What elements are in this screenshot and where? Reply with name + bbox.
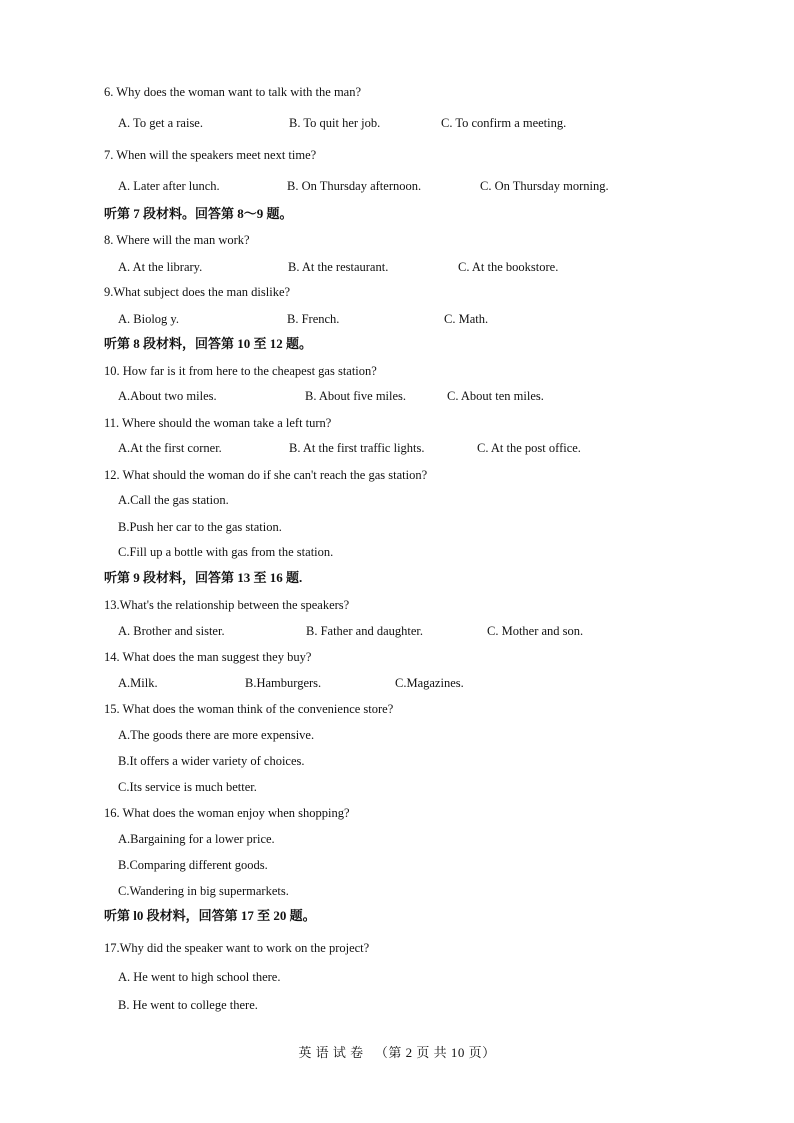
question-13-option-b: B. Father and daughter. xyxy=(306,624,423,638)
question-14-option-b: B.Hamburgers. xyxy=(245,676,322,690)
question-10-option-a: A.About two miles. xyxy=(118,389,217,403)
page-footer: 英 语 试 卷 （第 2 页 共 10 页） xyxy=(298,1045,496,1060)
question-13-option-c: C. Mother and son. xyxy=(487,624,584,638)
question-13-stem: 13.What's the relationship between the speakers? xyxy=(104,598,350,612)
question-15-option-c: C.Its service is much better. xyxy=(118,780,257,794)
question-9-option-c: C. Math. xyxy=(444,312,489,326)
question-17-stem: 17.Why did the speaker want to work on the project? xyxy=(104,941,370,955)
question-7-stem: 7. When will the speakers meet next time? xyxy=(104,148,317,162)
question-16-option-a: A.Bargaining for a lower price. xyxy=(118,832,275,846)
question-6-option-c: C. To confirm a meeting. xyxy=(441,116,567,130)
section-8-heading: 听第 8 段材料，回答第 10 至 12 题。 xyxy=(104,336,313,351)
question-7-option-b: B. On Thursday afternoon. xyxy=(287,179,422,193)
question-6-stem: 6. Why does the woman want to talk with the man? xyxy=(104,85,362,99)
question-16-option-b: B.Comparing different goods. xyxy=(118,858,268,872)
question-8-stem: 8. Where will the man work? xyxy=(104,233,250,247)
section-7-heading: 听第 7 段材料。回答第 8～9 题。 xyxy=(104,206,293,221)
question-11-option-a: A.At the first corner. xyxy=(118,441,222,455)
question-12-option-a: A.Call the gas station. xyxy=(118,493,229,507)
question-8-option-c: C. At the bookstore. xyxy=(458,260,559,274)
section-9-heading: 听第 9 段材料，回答第 13 至 16 题. xyxy=(104,570,303,585)
question-11-option-b: B. At the first traffic lights. xyxy=(289,441,425,455)
question-13-option-a: A. Brother and sister. xyxy=(118,624,225,638)
question-15-stem: 15. What does the woman think of the convenience store? xyxy=(104,702,394,716)
question-8-option-b: B. At the restaurant. xyxy=(288,260,389,274)
question-12-option-c: C.Fill up a bottle with gas from the station. xyxy=(118,545,334,559)
question-8-option-a: A. At the library. xyxy=(118,260,203,274)
question-15-option-a: A.The goods there are more expensive. xyxy=(118,728,315,742)
question-17-option-a: A. He went to high school there. xyxy=(118,970,281,984)
question-16-stem: 16. What does the woman enjoy when shopping? xyxy=(104,806,350,820)
question-9-option-a: A. Biolog y. xyxy=(118,312,179,326)
question-14-stem: 14. What does the man suggest they buy? xyxy=(104,650,312,664)
question-17-option-b: B. He went to college there. xyxy=(118,998,258,1012)
question-10-stem: 10. How far is it from here to the cheapest gas station? xyxy=(104,364,377,378)
question-11-option-c: C. At the post office. xyxy=(477,441,581,455)
question-9-option-b: B. French. xyxy=(287,312,340,326)
question-14-option-c: C.Magazines. xyxy=(395,676,464,690)
question-16-option-c: C.Wandering in big supermarkets. xyxy=(118,884,289,898)
question-10-option-b: B. About five miles. xyxy=(305,389,407,403)
question-11-stem: 11. Where should the woman take a left turn? xyxy=(104,416,332,430)
question-6-option-a: A. To get a raise. xyxy=(118,116,203,130)
question-7-option-c: C. On Thursday morning. xyxy=(480,179,609,193)
question-7-option-a: A. Later after lunch. xyxy=(118,179,220,193)
question-10-option-c: C. About ten miles. xyxy=(447,389,544,403)
question-14-option-a: A.Milk. xyxy=(118,676,158,690)
section-10-heading: 听第 l0 段材料，回答第 17 至 20 题。 xyxy=(104,908,316,923)
question-15-option-b: B.It offers a wider variety of choices. xyxy=(118,754,305,768)
question-12-stem: 12. What should the woman do if she can't reach the gas station? xyxy=(104,468,428,482)
question-12-option-b: B.Push her car to the gas station. xyxy=(118,520,282,534)
question-9-stem: 9.What subject does the man dislike? xyxy=(104,285,291,299)
question-6-option-b: B. To quit her job. xyxy=(289,116,381,130)
